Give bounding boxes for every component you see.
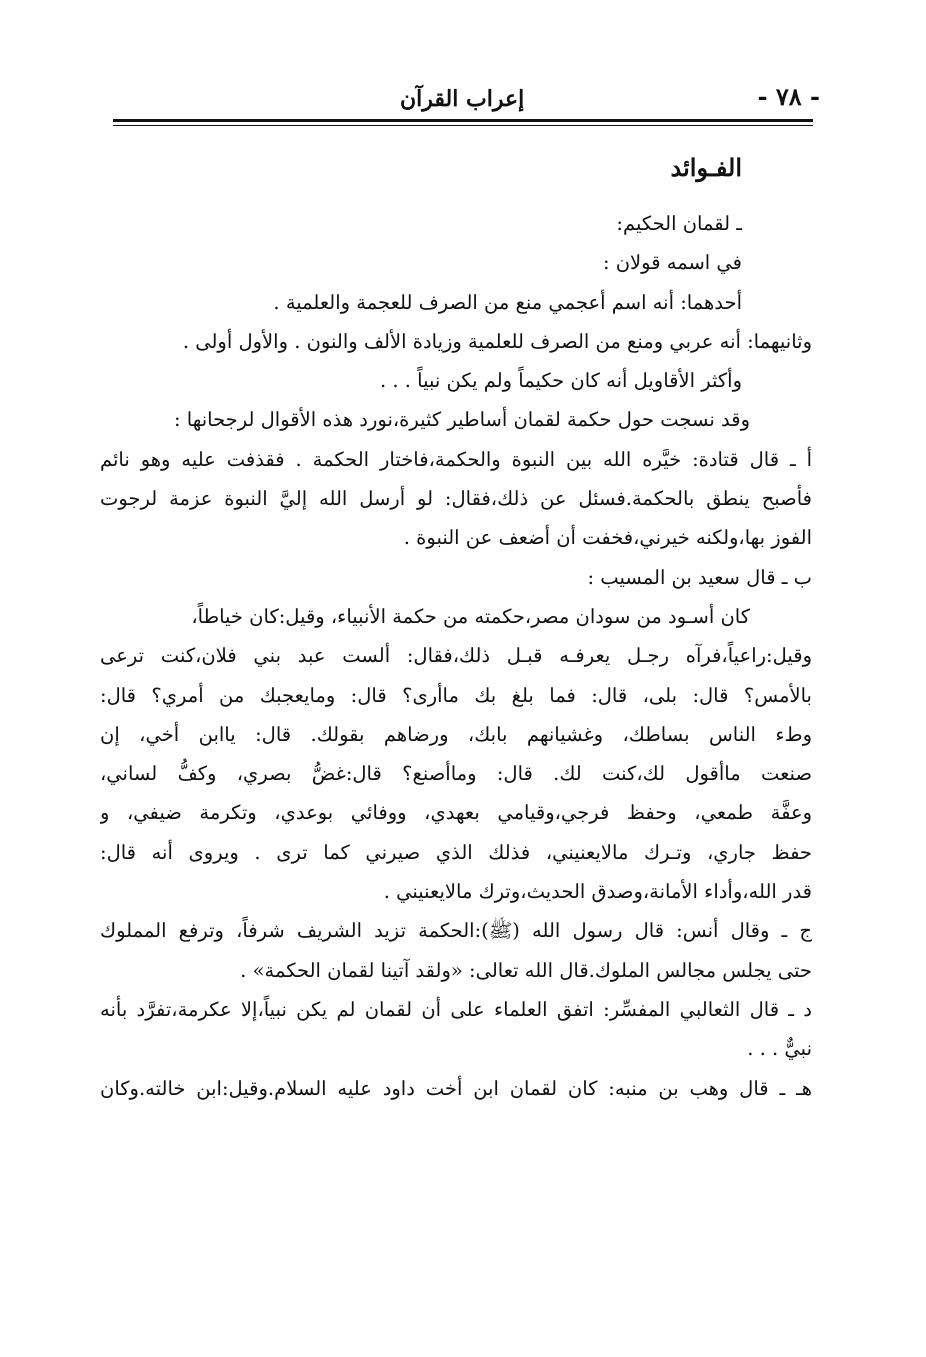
page-header [110,82,820,122]
text-line: ب ـ قال سعيد بن المسيب : [587,565,812,589]
text-line: حفظ جاري، وتـرك مالايعنيني، فذلك الذي صيرني كما ترى . ويروى أنه قال: [100,840,812,864]
page-body [100,150,812,1108]
text-line: أ ـ قال قتادة: خيَّره الله بين النبوة والحكمة،فاختار الحكمة . فقذفت عليه وهو نائم [100,447,812,471]
text-line: وقيل:راعياً،فرآه رجـل يعرفـه قبـل ذلك،فقال: ألست عبد بني فلان،كنت ترعى [100,644,812,668]
text-line: صنعت ماأقول لك،كنت لك. قال: وماأصنع؟ قال:غضُّ بصري، وكفُّ لساني، [100,762,812,786]
text-line: هـ ـ قال وهب بن منبه: كان لقمان ابن أخت داود عليه السلام.وقيل:ابن خالته.وكان [100,1076,812,1100]
text-line: فأصبح ينطق بالحكمة.فسئل عن ذلك،فقال: لو أرسل الله إليَّ النبوة عزمة لرجوت [100,487,812,511]
text-line: قدر الله،وأداء الأمانة،وصدق الحديث،وترك مالايعنيني . [383,880,812,904]
text-line: ج ـ وقال أنس: قال رسول الله (ﷺ):الحكمة تزيد الشريف شرفاً، وترفع المملوك [100,919,812,943]
text-line: وعفَّة طمعي، وحفظ فرجي،وقيامي بعهدي، ووفائي بوعدي، وتكرمة ضيفي، و [100,801,812,825]
text-line: نبيٌّ . . . [747,1037,812,1061]
text-line: الفوز بها،ولكنه خيرني،فخفت أن أضعف عن النبوة . [403,526,812,550]
page-number: - ٧٨ - [757,82,820,111]
book-title: إعراب القرآن [400,86,525,112]
header-rule-thin [113,125,813,126]
text-line: حتى يجلس مجالس الملوك.قال الله تعالى: «ولقد آتينا لقمان الحكمة» . [240,958,812,982]
header-rule [113,119,813,122]
text-line: وأكثر الأقاويل أنه كان حكيماً ولم يكن نبياً . . . [379,369,742,393]
text-line: بالأمس؟ قال: بلى، قال: فما بلغ بك ماأرى؟ قال: ومايعجبك من أمري؟ قال: [100,683,812,707]
text-line: في اسمه قولان : [602,251,742,275]
section-heading: الفـوائد [670,153,742,182]
text-line: وقد نسجت حول حكمة لقمان أساطير كثيرة،نورد هذه الأقوال لرجحانها : [174,408,750,432]
text-line: كان أسـود من سودان مصر،حكمته من حكمة الأنبياء، وقيل:كان خياطاً، [191,604,750,628]
text-line: وطء الناس بساطك، وغشيانهم بابك، ورضاهم بقولك. قال: ياابن أخي، إن [100,722,812,746]
text-line: د ـ قال الثعالبي المفسِّر: اتفق العلماء على أن لقمان لم يكن نبياً،إلا عكرمة،تفرَّد بأنه [100,997,812,1021]
text-line: ـ لقمان الحكيم: [616,212,742,235]
text-line: أحدهما: أنه اسم أعجمي منع من الصرف للعجمة والعلمية . [273,290,742,314]
text-line: وثانيهما: أنه عربي ومنع من الصرف للعلمية وزيادة الألف والنون . والأول أولى . [182,329,812,353]
